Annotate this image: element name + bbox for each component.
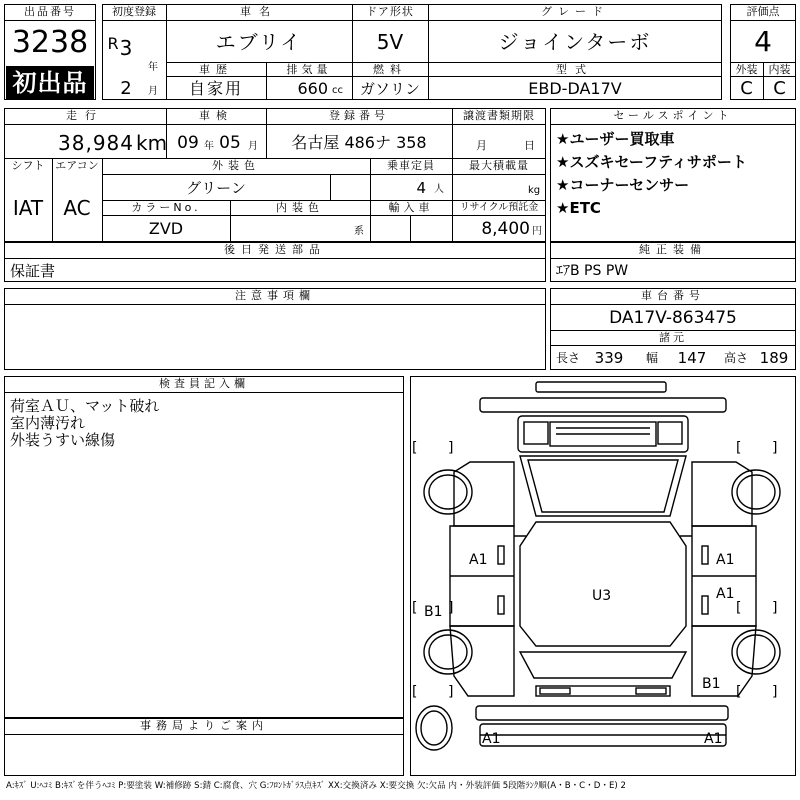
chassis-number-label: 車台番号 [641,289,705,302]
inspector-note: 荷室ＡＵ、マット破れ [10,397,160,415]
fuel-label: 燃料 [373,63,407,76]
damage-mark-rear-right: A1 [704,731,723,747]
svg-text:]: ] [772,600,778,616]
vehicle-history: 自家用 [188,79,243,98]
interior-color-label: 内装色 [276,201,324,214]
lot-number-label: 出品番号 [24,5,76,18]
car-name: エブリイ [215,30,303,54]
damage-mark-roof: U3 [592,588,612,604]
svg-text:]: ] [772,684,778,700]
inspection-month-unit: 月 [248,141,258,152]
inspection-month: 05 [219,133,241,153]
model-code: EBD-DA17V [528,79,622,98]
grade-label: グレード [541,5,609,18]
displacement: 660 [297,79,328,98]
inspection-year-unit: 年 [204,141,214,152]
inspector-label: 検査員記入欄 [159,377,249,390]
height-value: 189 [759,349,789,367]
mileage-unit: km [136,131,168,155]
inspection-year: 09 [177,133,199,153]
recycle-fee-unit: 円 [532,226,542,237]
sales-point-item: ★ユーザー買取車 [556,130,675,148]
later-parts-label: 後日発送部品 [224,243,326,256]
width-value: 147 [677,349,707,367]
year-unit: 年 [148,62,158,73]
car-name-label: 車名 [240,5,278,18]
later-parts-value: 保証書 [10,262,56,280]
sales-point-item: ★スズキセーフティサポート [556,153,747,171]
body-color-label: 外装色 [212,159,260,172]
svg-text:[: [ [736,440,742,456]
dimensions-label: 諸元 [659,331,687,344]
import-label: 輸入車 [388,201,434,214]
damage-legend: A:ｷｽﾞ U:ﾍｺﾐ B:ｷｽﾞを伴うﾍｺﾐ P:要塗装 W:補修跡 S:錆 C:腐食、穴 G:ﾌﾛﾝﾄｶﾞﾗｽ点ｷｽﾞ XX:交換済み X:要交換 欠:欠品 内・外装評価 5段階ﾗﾝｸ順(A・B・C・D・E) 2 [6,781,626,791]
displacement-label: 排気量 [286,63,332,76]
transfer-day: 日 [524,139,535,152]
svg-text:[: [ [736,684,742,700]
capacity-label: 乗車定員 [387,159,435,172]
mileage-label: 走行 [66,109,104,122]
lot-number: 3238 [11,25,89,60]
chassis-number: DA17V-863475 [609,308,737,328]
month-unit: 月 [148,86,158,97]
transfer-month: 月 [476,139,487,152]
damage-mark-rear-left: A1 [482,731,501,747]
inspection-label: 車検 [199,109,233,122]
fuel-type: ガソリン [359,80,420,98]
body-color: グリーン [186,179,246,197]
inspector-note: 室内薄汚れ [10,414,86,432]
air-conditioner: AC [63,196,91,220]
sales-points-box [550,108,796,242]
overall-score: 4 [754,25,772,58]
equipment-value: ｴｱB PS PW [556,263,629,279]
grade: ジョインターボ [498,30,652,54]
model-code-label: 型式 [556,63,594,76]
capacity: 4 [416,179,426,197]
svg-text:]: ] [448,600,454,616]
notes-label: 注意事項欄 [235,289,315,302]
equipment-label: 純正装備 [639,243,707,256]
shift-label: シフト [11,159,45,172]
first-listing-text: 初出品 [12,69,88,97]
recycle-fee-label: リサイクル預託金 [459,202,539,213]
recycle-fee: 8,400 [481,219,530,239]
svg-text:[: [ [412,600,418,616]
sales-point-item: ★コーナーセンサー [556,176,690,194]
office-info-label: 事務局よりご案内 [140,719,268,732]
height-label: 高さ [724,351,749,365]
length-value: 339 [594,349,624,367]
score-label: 評価点 [746,5,780,18]
svg-text:[: [ [412,440,418,456]
svg-text:[: [ [736,600,742,616]
sales-point-item: ★ETC [556,199,601,217]
interior-label: 内装 [768,63,791,76]
mileage: 38,984 [58,131,134,155]
svg-text:[: [ [412,684,418,700]
exterior-label: 外装 [735,63,758,76]
car-body-diagram [410,376,796,776]
svg-text:]: ] [448,684,454,700]
first-registration-label: 初度登録 [112,5,156,18]
plate-label: 登録番号 [329,109,389,122]
ac-label: エアコン [55,159,99,172]
svg-text:]: ] [448,440,454,456]
era-letter: R [107,34,119,53]
door-type-label: ドア形状 [366,5,414,18]
sales-points-label: セールスポイント [613,109,733,122]
length-label: 長さ [556,351,581,365]
door-type: 5V [376,30,404,54]
transfer-deadline-label: 譲渡書類期限 [463,109,535,122]
shift-type: IAT [12,196,44,220]
damage-mark-left-quarter: B1 [424,604,443,620]
interior-color-unit: 系 [354,226,364,237]
registration-month: 2 [120,78,132,99]
exterior-grade: C [740,78,753,99]
registration-year: 3 [119,36,133,60]
damage-mark-right-quarter: B1 [702,676,721,692]
inspector-note: 外装うすい線傷 [10,431,116,449]
color-number: ZVD [148,219,184,238]
damage-mark-right-rear-door: A1 [716,586,735,602]
max-load-label: 最大積載量 [469,159,529,172]
history-label: 車歴 [199,63,233,76]
svg-text:]: ] [772,440,778,456]
damage-mark-left-front-door: A1 [469,552,488,568]
width-label: 幅 [646,351,659,365]
color-number-label: カラーNo. [131,201,201,214]
displacement-unit: cc [332,85,343,96]
registration-plate: 名古屋 486ナ 358 [291,133,427,152]
max-load-unit: kg [528,185,541,196]
interior-grade: C [773,78,786,99]
damage-mark-right-front-door: A1 [716,552,735,568]
capacity-unit: 人 [434,184,444,195]
